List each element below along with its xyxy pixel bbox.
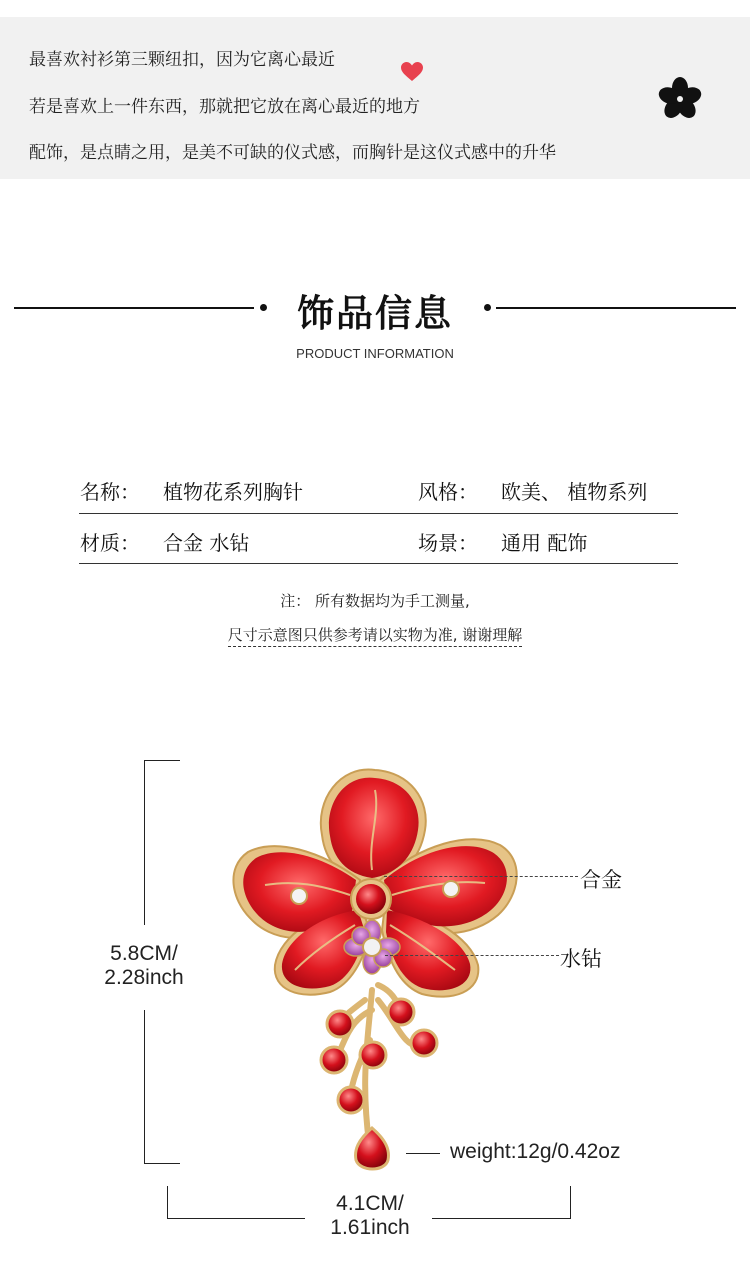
material-value: 合金 水钻: [163, 531, 250, 555]
intro-line-1: 最喜欢衬衫第三颗纽扣，因为它离心最近: [29, 50, 335, 70]
style-value: 欧美、 植物系列: [501, 480, 648, 504]
alloy-label: 合金: [580, 868, 622, 892]
width-inch: 1.61inch: [330, 1216, 410, 1239]
width-cm: 4.1CM/: [336, 1192, 404, 1215]
weight-leader-line: [406, 1153, 440, 1154]
rhinestone-leader-line: [385, 955, 559, 956]
name-label: 名称：: [80, 480, 140, 504]
intro-line-2: 若是喜欢上一件东西，那就把它放在离心最近的地方: [29, 97, 420, 117]
height-inch: 2.28inch: [104, 966, 184, 989]
name-value: 植物花系列胸针: [163, 480, 303, 504]
style-label: 风格：: [418, 480, 478, 504]
material-label: 材质：: [80, 531, 140, 555]
scene-label: 场景：: [418, 531, 478, 555]
section-subtitle: PRODUCT INFORMATION: [296, 346, 454, 361]
weight-text: weight:12g/0.42oz: [450, 1140, 621, 1163]
height-cm: 5.8CM/: [110, 942, 178, 965]
rhinestone-label: 水钻: [560, 947, 602, 971]
alloy-leader-line: [384, 876, 578, 877]
intro-line-3: 配饰，是点睛之用，是美不可缺的仪式感，而胸针是这仪式感中的升华: [29, 143, 556, 163]
section-title: 饰品信息: [297, 292, 453, 335]
scene-value: 通用 配饰: [501, 531, 588, 555]
note-line-1: 注： 所有数据均为手工测量,: [280, 592, 470, 610]
note-line-2-text: 尺寸示意图只供参考请以实物为准, 谢谢理解: [228, 626, 523, 647]
